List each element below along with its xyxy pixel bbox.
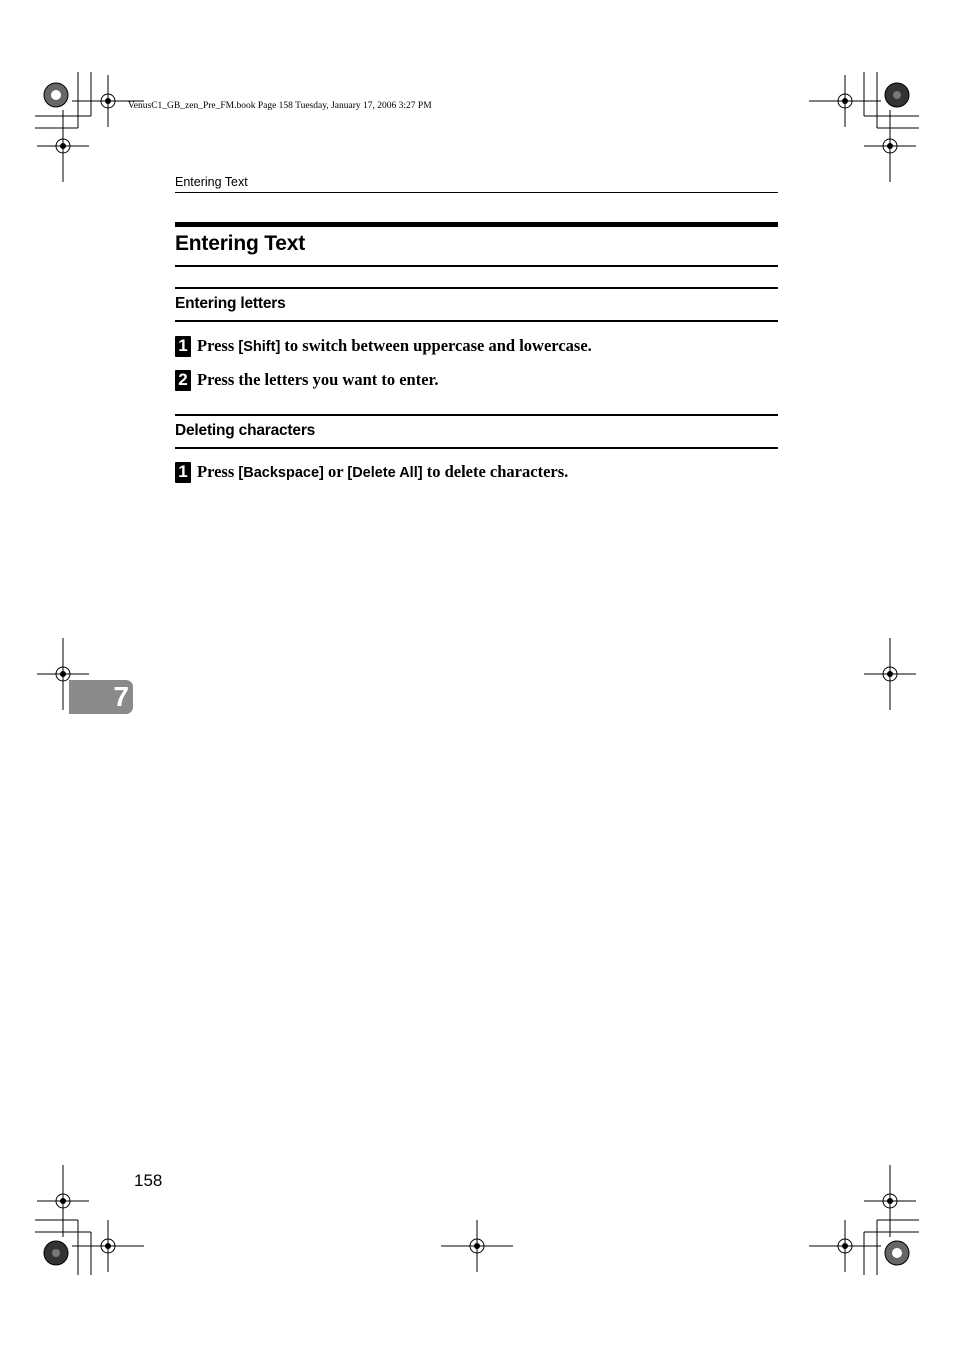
section-heading: Deleting characters: [175, 422, 316, 439]
section-rule-bottom: [175, 447, 778, 449]
title-rule-top: [175, 222, 778, 227]
page-title: Entering Text: [175, 232, 306, 255]
running-header: Entering Text: [175, 175, 248, 189]
page-number: 158: [134, 1171, 163, 1190]
step-number-badge: 2: [175, 370, 191, 391]
chapter-tab: 7: [69, 680, 133, 714]
key-label: [Delete All]: [347, 465, 423, 481]
print-info: VenusC1_GB_zen_Pre_FM.book Page 158 Tuesday, January 17, 2006 3:27 PM: [128, 101, 432, 111]
step-text: Press [Shift] to switch between uppercase and lowercase.: [197, 336, 592, 355]
step-number-badge: 1: [175, 336, 191, 357]
section-rule-top: [175, 287, 778, 289]
section-rule-bottom: [175, 320, 778, 322]
step-text: Press the letters you want to enter.: [197, 370, 439, 389]
section-heading: Entering letters: [175, 295, 286, 312]
step-item: [175, 334, 592, 358]
title-rule-bottom: [175, 265, 778, 267]
section-rule-top: [175, 414, 778, 416]
step-text: Press [Backspace] or [Delete All] to delete characters.: [197, 462, 569, 481]
step-item: [175, 460, 568, 484]
step-number-badge: 1: [175, 462, 191, 483]
step-item: [175, 368, 439, 392]
header-rule: [175, 192, 778, 193]
key-label: [Shift]: [238, 339, 281, 355]
key-label: [Backspace]: [238, 465, 324, 481]
